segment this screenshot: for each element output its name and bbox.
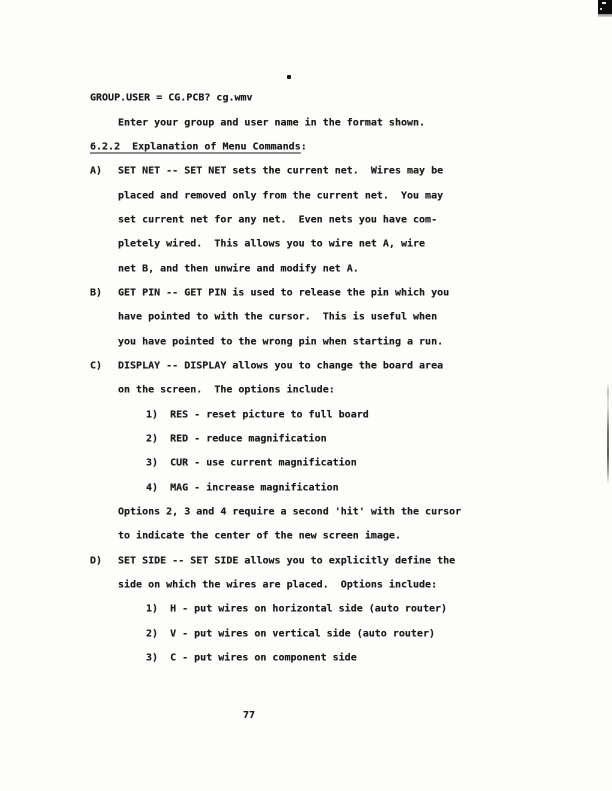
line-text: 3) CUR - use current magnification [146,457,357,469]
line-text: GROUP.USER = CG.PCB? cg.wmv [90,92,253,104]
typed-line [0,135,612,159]
scan-speck [602,2,606,4]
line-text: 1) RES - reset picture to full board [146,409,369,421]
line-text: 3) C - put wires on component side [146,652,357,664]
typed-line [0,256,612,280]
line-text: you have pointed to the wrong pin when starting a run. [118,336,444,348]
scan-smudge-artifact [598,14,612,17]
line-text: placed and removed only from the current net. You may [118,190,444,202]
line-text: side on which the wires are placed. Options include: [118,579,438,591]
typed-line [0,573,612,597]
scan-dot-artifact [287,75,291,79]
typed-line [0,159,612,183]
typed-line [0,208,612,232]
scan-corner-artifact [598,0,612,14]
typed-line [0,86,612,110]
item-label: A) [90,165,103,177]
line-text: Options 2, 3 and 4 require a second 'hit' with the cursor [118,506,462,518]
line-text: SET SIDE -- SET SIDE allows you to explicitly define the [118,555,456,567]
typed-line [0,549,612,573]
typed-line [0,500,612,524]
item-label: C) [90,360,103,372]
section-heading: 6.2.2 Explanation of Menu Commands: [90,141,307,153]
item-label: D) [90,555,103,567]
typed-line [0,281,612,305]
page-number: 77 [243,710,256,721]
line-text: net B, and then unwire and modify net A. [118,263,359,275]
typed-line [0,402,612,426]
typed-line [0,451,612,475]
line-text: GET PIN -- GET PIN is used to release the pin which you [118,287,450,299]
typed-line [0,378,612,402]
typed-line [0,524,612,548]
typed-line [0,110,612,134]
scan-speck [600,8,602,10]
line-text: DISPLAY -- DISPLAY allows you to change the board area [118,360,444,372]
line-text: SET NET -- SET NET sets the current net. Wires may be [118,165,444,177]
line-text: pletely wired. This allows you to wire net A, wire [118,238,426,250]
line-text: 2) V - put wires on vertical side (auto router) [146,628,435,640]
typed-line [0,232,612,256]
typed-line [0,646,612,670]
line-text: to indicate the center of the new screen image. [118,530,401,542]
line-text: on the screen. The options include: [118,384,335,396]
typed-lines [0,86,612,670]
scan-edge-artifact [607,382,609,484]
typed-line [0,476,612,500]
typed-line [0,305,612,329]
line-text: have pointed to with the cursor. This is useful when [118,311,438,323]
typed-line [0,354,612,378]
typed-line [0,597,612,621]
line-text: Enter your group and user name in the format shown. [118,117,426,129]
line-text: 1) H - put wires on horizontal side (auto router) [146,603,448,615]
line-text: set current net for any net. Even nets you have com- [118,214,438,226]
typed-line [0,329,612,353]
typed-line [0,622,612,646]
typed-line [0,183,612,207]
typed-line [0,427,612,451]
item-label: B) [90,287,103,299]
line-text: 4) MAG - increase magnification [146,482,339,494]
line-text: 2) RED - reduce magnification [146,433,327,445]
